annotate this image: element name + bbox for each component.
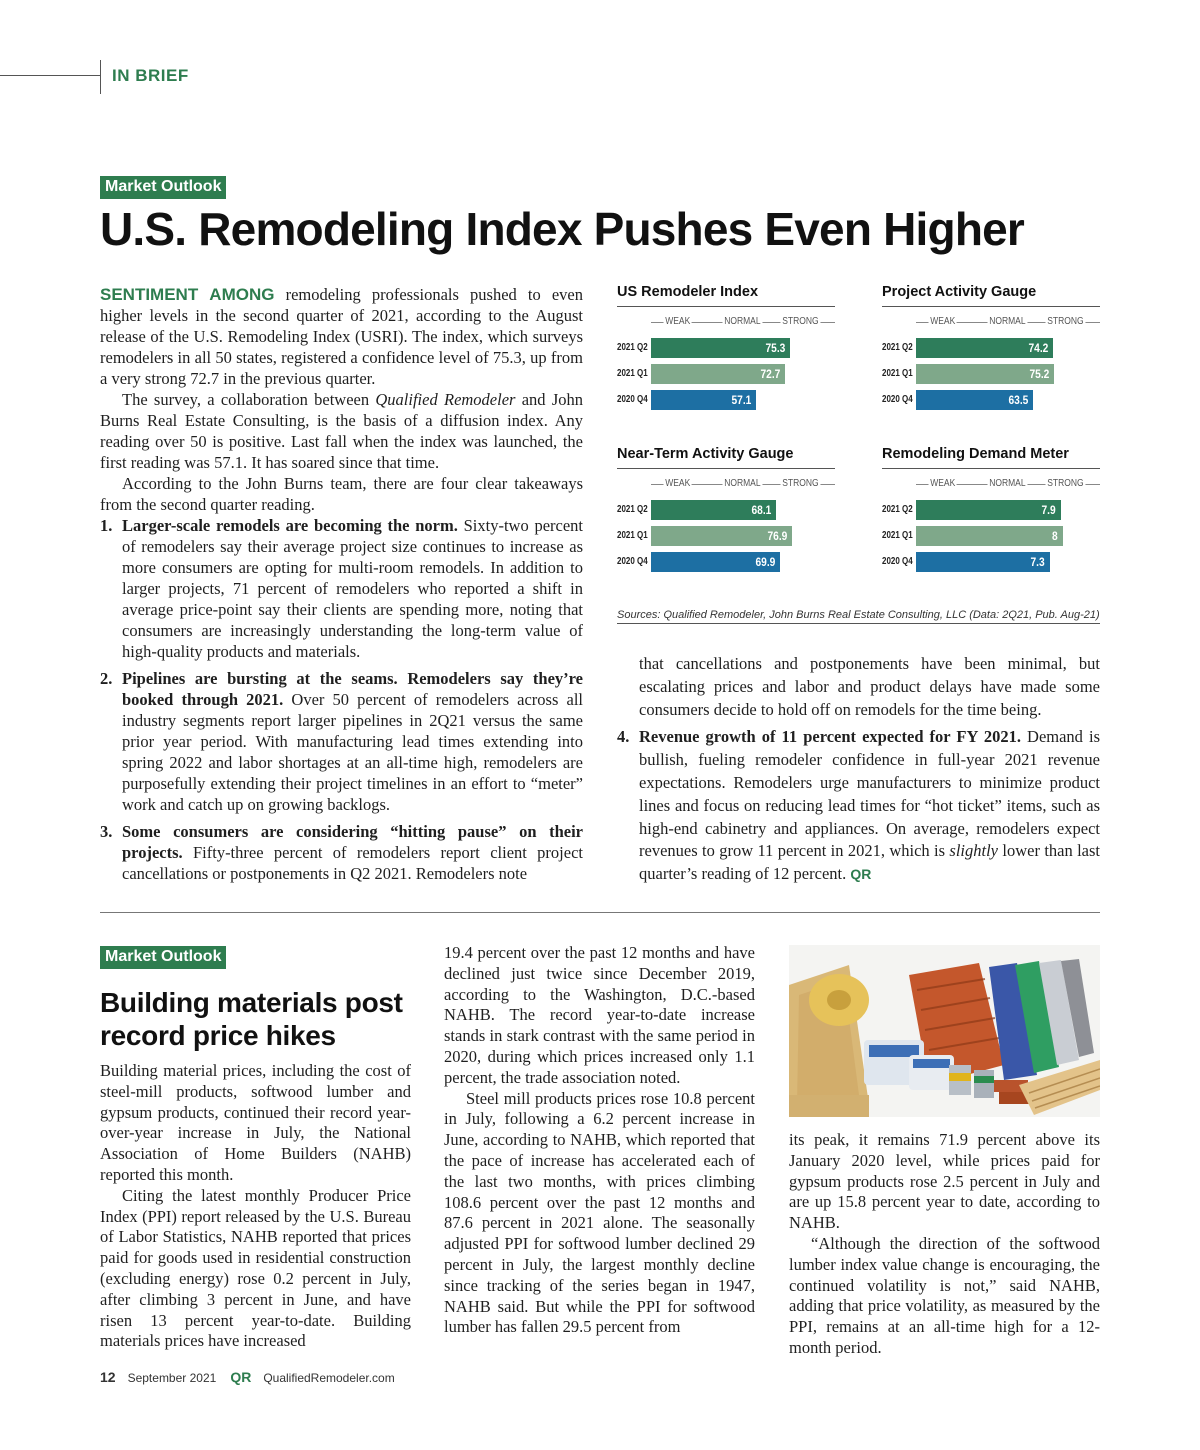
scale-label: STRONG — [782, 316, 819, 327]
paragraph: SENTIMENT AMONG remodeling professionals pushed to even higher levels in the second quarter of 2021, according to the August release of the U.S. Remodeling Index (USRI). The index, which surveys remodelers in all 50 states, registered a confidence level of 75.3, up from a very strong 72.7 in the previous quarter. — [100, 285, 583, 388]
scale-label: WEAK — [930, 316, 956, 327]
chart-scale — [651, 478, 835, 492]
category-tag: Market Outlook — [100, 176, 226, 199]
header-rule — [0, 75, 100, 76]
paragraph: According to the John Burns team, there are four clear takeaways from the second quarter reading. — [100, 474, 583, 514]
website: QualifiedRemodeler.com — [263, 1371, 395, 1385]
lead-in: SENTIMENT AMONG — [100, 285, 275, 304]
scale-label: STRONG — [1047, 316, 1084, 327]
scale-label: NORMAL — [989, 316, 1026, 327]
bar-value-label: 74.2 — [1028, 341, 1048, 355]
category-label: 2021 Q2 — [617, 504, 648, 515]
category-label: 2021 Q1 — [617, 530, 648, 541]
bar-chart — [617, 284, 835, 414]
list-item: 3. Some consumers are considering “hitting pause” on their projects. Fifty-three percent of remodelers report client project cancellations or postponements in Q2 2021. Remodelers note — [100, 822, 583, 883]
bar-value-label: 75.3 — [765, 341, 785, 355]
chart-sources: Sources: Qualified Remodeler, John Burns Real Estate Consulting, LLC (Data: 2Q21, Pub. Aug-21) — [617, 609, 1100, 624]
chart-title: Project Activity Gauge — [882, 284, 1100, 307]
bar-value-label: 63.5 — [1008, 393, 1028, 407]
bar-value-label: 72.7 — [760, 367, 780, 381]
scale-label: NORMAL — [724, 316, 761, 327]
building-materials-photo — [789, 945, 1100, 1117]
bar-value-label: 75.2 — [1029, 367, 1049, 381]
paragraph: The survey, a collaboration between Qualified Remodeler and John Burns Real Estate Consulting, is the basis of a diffusion index. Any reading over 50 is positive. Last fall when the index was launched, the first reading was 57.1. It has soared since that time. — [100, 390, 584, 472]
bar-value-label: 68.1 — [751, 503, 771, 517]
bar-value-label: 8 — [1052, 529, 1058, 543]
chart-scale — [916, 478, 1100, 492]
end-mark: QR — [850, 866, 872, 883]
article-column-left — [100, 284, 583, 884]
paragraph: its peak, it remains 71.9 percent above its January 2020 level, while prices paid for gypsum products rose 2.5 percent in July and are up 15.8 percent year to date, according to NAHB. — [789, 1130, 1100, 1233]
category-label: 2020 Q4 — [617, 394, 648, 405]
scale-label: NORMAL — [724, 478, 761, 489]
paragraph: Building material prices, including the cost of steel-mill products, softwood lumber and gypsum products, continued their record year-over-year increase in July, the National Association of Home Builders (NAHB) reported this month. — [100, 1061, 411, 1184]
article-title: Building materials post record price hikes — [100, 987, 403, 1051]
paragraph: 19.4 percent over the past 12 months and have declined just twice since December 2019, according to the Washington, D.C.-based NAHB. The record year-to-date increase stands in stark contrast with the same period in 2020, during which prices increased only 1.1 percent, the trade association noted. — [444, 943, 755, 1087]
bar-value-label: 76.9 — [767, 529, 787, 543]
takeaways-list — [100, 515, 583, 884]
chart-scale — [916, 316, 1100, 330]
chart-title: Remodeling Demand Meter — [882, 446, 1100, 469]
list-item: 2. Pipelines are bursting at the seams. Remodelers say they’re booked through 2021. Over 50 percent of remodelers across all industry segments report larger pipelines in 2Q21 versus the same prior year period. With manufacturing lead times extending into spring 2022 and labor shortages at an all-time high, remodelers are purposefully extending their project timelines in an effort to “meter” work and catch up on growing backlogs. — [100, 669, 583, 814]
category-label: 2020 Q4 — [617, 556, 648, 567]
category-label: 2021 Q1 — [882, 530, 913, 541]
scale-label: WEAK — [665, 478, 691, 489]
article-title: U.S. Remodeling Index Pushes Even Higher — [100, 203, 1025, 255]
article2-column-2 — [444, 943, 755, 1338]
bar-value-label: 7.9 — [1041, 503, 1056, 517]
chart-scale — [651, 316, 835, 330]
chart-row — [617, 498, 835, 524]
category-tag: Market Outlook — [100, 946, 226, 969]
category-label: 2021 Q2 — [882, 504, 913, 515]
paragraph: Citing the latest monthly Producer Price Index (PPI) report released by the U.S. Bureau of Labor Statistics, NAHB reported that prices paid for goods used in residential construction (excluding energy) rose 0.2 percent in July, after climbing 3 percent in June, and have risen 13 percent year-to-date. Building materials prices have increased — [100, 1185, 411, 1351]
bar-chart — [882, 284, 1100, 414]
article2-column-3 — [789, 1130, 1100, 1359]
section-divider — [100, 912, 1100, 913]
chart-title: US Remodeler Index — [617, 284, 835, 307]
bar-value-label: 7.3 — [1030, 555, 1045, 569]
category-label: 2021 Q1 — [617, 368, 648, 379]
bar — [916, 526, 1063, 546]
category-label: 2021 Q1 — [882, 368, 913, 379]
bar — [916, 500, 1061, 520]
article2-column-1 — [100, 1061, 411, 1352]
paragraph: Steel mill products prices rose 10.8 percent in July, following a 6.2 percent increase in June, according to NAHB, which reported that the pace of increase has accelerated each of the last two months, with prices climbing 108.6 percent over the past 12 months and 87.6 percent in 2021 alone. The seasonally adjusted PPI for softwood lumber declined 29 percent in July, the largest monthly decline since tracking of the series began in 1947, NAHB said. But while the PPI for softwood lumber has fallen 29.5 percent from — [444, 1088, 755, 1337]
chart-row — [882, 524, 1100, 550]
scale-label: STRONG — [1047, 478, 1084, 489]
page-number: 12 — [100, 1369, 116, 1385]
scale-label: WEAK — [665, 316, 691, 327]
chart-row — [882, 498, 1100, 524]
paragraph: “Although the direction of the softwood lumber index value change is encouraging, the continued volatility is not,” said NAHB, adding that price volatility, as measured by the PPI, remains at an all-time high for a 12-month period. — [789, 1233, 1100, 1357]
scale-label: WEAK — [930, 478, 956, 489]
takeaways-list-continued — [617, 653, 1100, 886]
article-column-right — [617, 653, 1100, 886]
chart-row — [882, 388, 1100, 414]
list-item: 4. Revenue growth of 11 percent expected for FY 2021. Demand is bullish, fueling remodeler confidence in full-year 2021 revenue expectations. Remodelers urge manufacturers to minimize product lines and focus on reducing lead times for “hot ticket” items, such as high-end cabinetry and appliances. On average, remodelers expect revenues to grow 11 percent in 2021, which is slightly lower than last quarter’s reading of 12 percent. QR — [617, 727, 1101, 884]
chart-row — [617, 550, 835, 576]
scale-label: NORMAL — [989, 478, 1026, 489]
section-label: IN BRIEF — [112, 66, 189, 85]
issue-date: September 2021 — [127, 1371, 217, 1385]
list-item: 1. Larger-scale remodels are becoming the norm. Sixty-two percent of remodelers say their average project size continues to increase as more consumers are opting for multi-room remodels. In addition to larger projects, 71 percent of remodelers who reported a shift in average price-point say their clients are spending more, noting that consumers are increasingly understanding the long-term value of high-quality products and materials. — [100, 516, 584, 661]
chart-row — [882, 550, 1100, 576]
chart-row — [882, 336, 1100, 362]
category-label: 2021 Q2 — [617, 342, 648, 353]
chart-row — [617, 336, 835, 362]
bar-value-label: 57.1 — [731, 393, 751, 407]
chart-title: Near-Term Activity Gauge — [617, 446, 835, 469]
scale-label: STRONG — [782, 478, 819, 489]
page-footer — [100, 1369, 395, 1385]
bar-value-label: 69.9 — [755, 555, 775, 569]
category-label: 2021 Q2 — [882, 342, 913, 353]
bar-chart — [882, 446, 1100, 576]
list-item: that cancellations and postponements have been minimal, but escalating prices and labor and product delays have made some consumers decide to hold off on remodels for the time being. — [639, 654, 1100, 719]
chart-row — [617, 388, 835, 414]
category-label: 2020 Q4 — [882, 556, 913, 567]
publication-logo: QR — [230, 1369, 252, 1385]
chart-row — [617, 524, 835, 550]
chart-row — [882, 362, 1100, 388]
header-divider — [100, 60, 101, 94]
chart-row — [617, 362, 835, 388]
category-label: 2020 Q4 — [882, 394, 913, 405]
bar-chart — [617, 446, 835, 576]
